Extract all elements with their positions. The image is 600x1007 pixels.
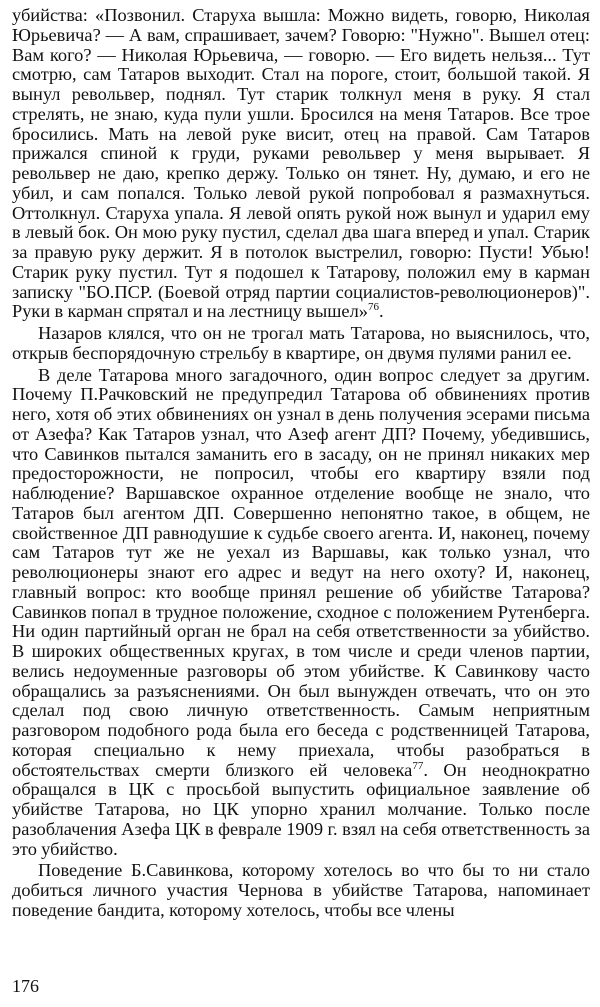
footnote-ref: 77: [412, 759, 424, 772]
footnote-ref: 76: [367, 301, 379, 314]
paragraph-text: В деле Татарова много загадочного, один вопрос следует за другим. Почему П.Рачковский не предупредил Татарова об обвинениях против него, хотя об этих обвинениях он узнал в день получения эсерами письма от Азефа? Как Татаров узнал, что Азеф агент ДП? Почему, убедившись, что Савинков пытался заманить его в засаду, он не принял никаких мер предосторожности, не попросил, чтобы его квартиру взяли под наблюдение? Варшавское охранное отделение вообще не знало, что Татаров был агентом ДП. Совершенно непонятно такое, в общем, не свойственное ДП равнодушие к судьбе своего агента. И, наконец, почему сам Татаров тут же не уехал из Варшавы, как только узнал, что революционеры знают его адрес и ведут на него охоту? И, наконец, главный вопрос: кто вообще принял решение об убийстве Татарова? Савинков попал в трудное положение, сходное с положением Рутенберга. Ни один партийный орган не брал на себя ответственности за убийство. В широких общественных кругах, в том числе и среди членов партии, велись недоуменные разговоры об этом убийстве. К Савинкову часто обращались за разъяснениями. Он был вынужден отвечать, что он это сделал под свою личную ответственность. Самым неприятным разговором подобного рода была его беседа с родственницей Татарова, которая специально к нему приехала, чтобы разобраться в обстоятельствах смерти близкого ей человека: [12, 364, 590, 780]
paragraph: [12, 324, 590, 364]
paragraph-text: убийства: «Позвонил. Старуха вышла: Можно видеть, говорю, Николая Юрьевича? — А вам, спрашивает, зачем? Говорю: "Нужно". Вышел отец: Вам кого? — Николая Юрьевича, — говорю. — Его видеть нельзя... Тут смотрю, сам Татаров выходит. Стал на пороге, стоит, большой такой. Я вынул револьвер, поднял. Тут старик толкнул меня в руку. Я стал стрелять, не знаю, куда пули ушли. Бросился на меня Татаров. Все трое бросились. Мать на левой руке висит, отец на правой. Сам Татаров прижался спиной к груди, руками револьвер у меня вырывает. Я револьвер не даю, крепко держу. Только он тянет. Ну, думаю, и его не убил, и сам попался. Только левой рукой попробовал я размахнуться. Оттолкнул. Старуха упала. Я левой опять рукой нож вынул и ударил ему в левый бок. Он мою руку пустил, сделал два шага вперед и упал. Старик за правую руку держит. Я в потолок выстрелил, говорю: Пусти! Убью! Старик руку пустил. Тут я подошел к Татарову, положил ему в карман записку "БО.ПСР. (Боевой отряд партии социалистов-революционеров)". Руки в карман спрятал и на лестницу вышел»: [12, 5, 590, 322]
paragraph: [12, 366, 590, 860]
page-body: [12, 6, 590, 921]
paragraph-text: . Он неоднократно обращался в ЦК с просьбой выпустить официальное заявление об убийстве Татарова, но ЦК упорно хранил молчание. Только после разоблачения Азефа ЦК в феврале 1909 г. взял на себя ответственность за это убийство.: [12, 759, 590, 859]
paragraph: [12, 861, 590, 920]
page-number: 176: [12, 976, 39, 996]
paragraph-quote: убийства: «Позвонил. Старуха вышла: Можно видеть, говорю, Николая Юрьевича? — А вам, спрашивает, зачем? Говорю: "Нужно". Вышел отец: Вам кого? — Николая Юрьевича, — говорю. — Его видеть нельзя... Тут смотрю, сам Татаров выходит. Стал на пороге, стоит, большой такой. Я вынул револьвер, поднял. Тут старик толкнул меня в руку. Я стал стрелять, не знаю, куда пули ушли. Бросился на меня Татаров. Все трое бросились. Мать на левой руке висит, отец на правой. Сам Татаров прижался спиной к груди, руками револьвер у меня вырывает. Я револьвер не даю, крепко держу. Только он тянет. Ну, думаю, и его не убил, и сам попался. Только левой рукой попробовал я размахнуться. Оттолкнул. Старуха упала. Я левой опять рукой нож вынул и ударил ему в левый бок. Он мою руку пустил, сделал два шага вперед и упал. Старик за правую руку держит. Я в потолок выстрелил, говорю: Пусти! Убью! Старик руку пустил. Тут я подошел к Татарову, положил ему в карман записку "БО.ПСР. (Боевой отряд партии социалистов-революционеров)". Руки в карман спрятал и на лестницу вышел»$^{76}$.: [12, 5, 590, 322]
paragraph-text: Поведение Б.Савинкова, которому хотелось во что бы то ни стало добиться личного участия Чернова в убийстве Татарова, напоминает поведение бандита, которому хотелось, чтобы все члены: [12, 860, 590, 920]
paragraph-text: Назаров клялся, что он не трогал мать Татарова, но выяснилось, что, открыв беспорядочную стрельбу в квартире, он двумя пулями ранил ее.: [12, 323, 590, 363]
